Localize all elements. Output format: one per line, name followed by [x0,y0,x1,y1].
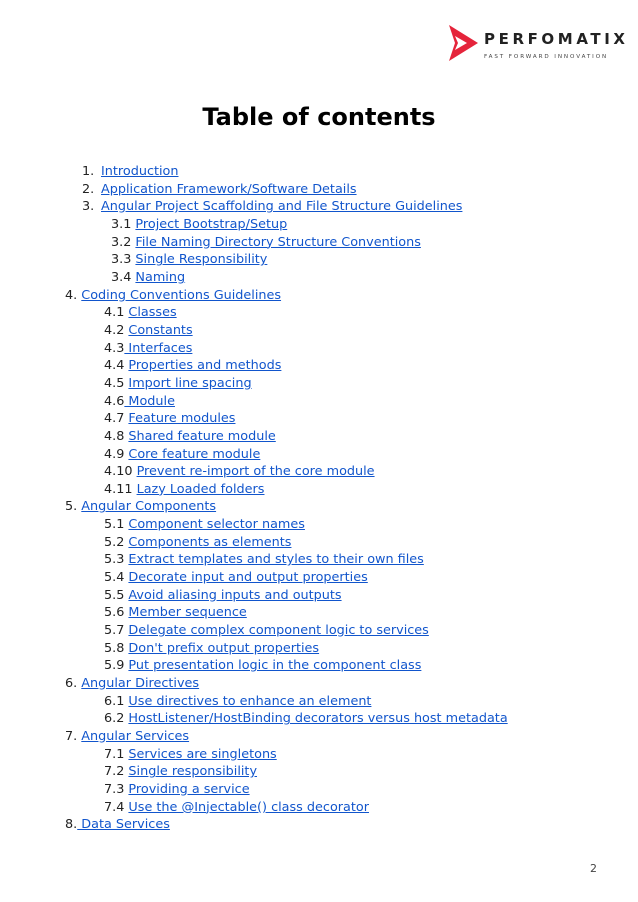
toc-entry-number: 4.10 [104,464,137,480]
perfomatix-logo [446,22,629,66]
toc-entry [0,163,638,181]
toc-entry-link[interactable]: Services are singletons [128,746,277,762]
toc-entry-link[interactable]: Lazy Loaded folders [136,481,265,497]
toc-entry-number: 8. [65,817,78,833]
toc-entry [0,481,638,499]
toc-entry-number: 6.1 [104,693,129,709]
toc-entry [0,569,638,587]
toc-entry [0,287,638,305]
toc-entry [0,516,638,534]
toc-entry [0,322,638,340]
toc-entry-link[interactable]: Core feature module [128,446,261,462]
toc-entry-link[interactable]: Data Services [77,817,170,833]
toc-entry [0,534,638,552]
toc-entry-link[interactable]: Extract templates and styles to their own files [128,552,424,568]
toc-entry [0,216,638,234]
toc-entry [0,340,638,358]
toc-entry-number: 7.4 [104,799,129,815]
toc-entry [0,675,638,693]
toc-entry-number: 5.4 [104,570,129,586]
toc-entry [0,410,638,428]
toc-entry-number: 4.7 [104,411,129,427]
toc-entry [0,181,638,199]
toc-entry-link[interactable]: File Naming Directory Structure Conventions [135,234,421,250]
toc-entry-number: 5.6 [104,605,129,621]
toc-entry-link[interactable]: Avoid aliasing inputs and outputs [128,587,342,603]
toc-entry [0,604,638,622]
toc-entry [0,304,638,322]
toc-entry-link[interactable]: Angular Project Scaffolding and File Structure Guidelines [101,199,463,215]
toc-entry [0,551,638,569]
toc-entry-link[interactable]: Coding Conventions Guidelines [81,287,282,303]
toc-entry [0,234,638,252]
toc-entry-link[interactable]: Angular Services [81,729,190,744]
toc-entry-number: 5.3 [104,552,129,568]
toc-entry [0,816,638,834]
page-title: Table of contents [202,103,436,131]
toc-entry-link[interactable]: Feature modules [128,411,236,427]
toc-entry-number: 5.1 [104,517,129,533]
toc-entry [0,393,638,411]
toc-entry-number: 2. [82,181,95,197]
toc-entry-number: 1. [82,164,95,179]
toc-entry-number: 4.2 [104,322,129,338]
toc-entry-link[interactable]: Decorate input and output properties [128,570,368,586]
perfomatix-logo-icon [446,24,480,62]
toc-entry-number: 6. [65,676,82,692]
toc-entry-link[interactable]: Components as elements [128,534,292,550]
toc-entry-link[interactable]: Naming [135,269,186,285]
toc-entry-link[interactable]: Introduction [101,164,179,179]
toc-entry-link[interactable]: Angular Directives [81,676,200,692]
toc-entry [0,587,638,605]
toc-entry [0,357,638,375]
toc-entry [0,693,638,711]
toc-entry-link[interactable]: HostListener/HostBinding decorators versus host metadata [128,711,508,727]
toc-entry-link[interactable]: Interfaces [124,340,193,356]
toc-entry-number: 5.7 [104,623,129,639]
toc-entry [0,498,638,516]
toc-entry-number: 7.2 [104,764,129,780]
toc-entry-number: 7.1 [104,746,129,762]
toc-entry [0,781,638,799]
toc-entry-link[interactable]: Component selector names [128,517,305,533]
toc-entry [0,763,638,781]
toc-entry-number: 3.4 [111,269,136,285]
toc-entry-link[interactable]: Import line spacing [128,375,252,391]
page-number: 2 [590,862,597,875]
table-of-contents [0,163,638,834]
toc-entry-link[interactable]: Module [124,393,175,409]
toc-entry-link[interactable]: Put presentation logic in the component class [128,658,422,674]
toc-entry-link[interactable]: Prevent re-import of the core module [136,464,375,480]
toc-entry-link[interactable]: Use directives to enhance an element [128,693,372,709]
toc-entry-link[interactable]: Properties and methods [128,358,282,374]
toc-entry [0,746,638,764]
toc-entry-number: 4.4 [104,358,129,374]
toc-entry [0,799,638,817]
toc-entry [0,198,638,216]
toc-entry-link[interactable]: Project Bootstrap/Setup [135,216,288,232]
toc-entry [0,375,638,393]
toc-entry [0,463,638,481]
toc-entry-number: 4.6 [104,393,125,409]
toc-entry-link[interactable]: Application Framework/Software Details [101,181,357,197]
toc-entry-number: 4.9 [104,446,129,462]
toc-entry-number: 6.2 [104,711,129,727]
toc-entry-link[interactable]: Angular Components [81,499,217,515]
brand-name: PERFOMATIX [484,30,629,48]
toc-entry-number: 3. [82,199,95,215]
toc-entry-number: 5.5 [104,587,129,603]
toc-entry-number: 3.1 [111,216,136,232]
toc-entry-link[interactable]: Single Responsibility [135,252,268,268]
toc-entry-link[interactable]: Providing a service [128,781,250,797]
toc-entry-number: 5.8 [104,640,129,656]
toc-entry [0,640,638,658]
toc-entry-number: 4.5 [104,375,129,391]
toc-entry [0,428,638,446]
toc-entry-number: 4.11 [104,481,137,497]
toc-entry-link[interactable]: Don't prefix output properties [128,640,320,656]
toc-entry [0,728,638,746]
toc-entry-link[interactable]: Shared feature module [128,428,276,444]
toc-entry [0,446,638,464]
toc-entry [0,251,638,269]
toc-entry-number: 5.9 [104,658,129,674]
toc-entry-number: 5.2 [104,534,129,550]
toc-entry-link[interactable]: Member sequence [128,605,247,621]
brand-tagline: FAST FORWARD INNOVATION [484,54,609,60]
toc-entry [0,657,638,675]
toc-entry-number: 7. [65,729,82,744]
toc-entry [0,269,638,287]
toc-entry-link[interactable]: Single responsibility [128,764,258,780]
toc-entry-number: 3.3 [111,252,136,268]
toc-entry-number: 4.3 [104,340,125,356]
toc-entry-number: 4.8 [104,428,129,444]
toc-entry-link[interactable]: Use the @Injectable() class decorator [128,799,369,815]
toc-entry-number: 4. [65,287,82,303]
toc-entry-link[interactable]: Delegate complex component logic to services [128,623,429,639]
toc-entry-number: 5. [65,499,82,515]
toc-entry-number: 4.1 [104,305,129,321]
toc-entry [0,622,638,640]
toc-entry-link[interactable]: Constants [128,322,193,338]
toc-entry-number: 7.3 [104,781,129,797]
toc-entry-number: 3.2 [111,234,136,250]
toc-entry [0,710,638,728]
toc-entry-link[interactable]: Classes [128,305,177,321]
